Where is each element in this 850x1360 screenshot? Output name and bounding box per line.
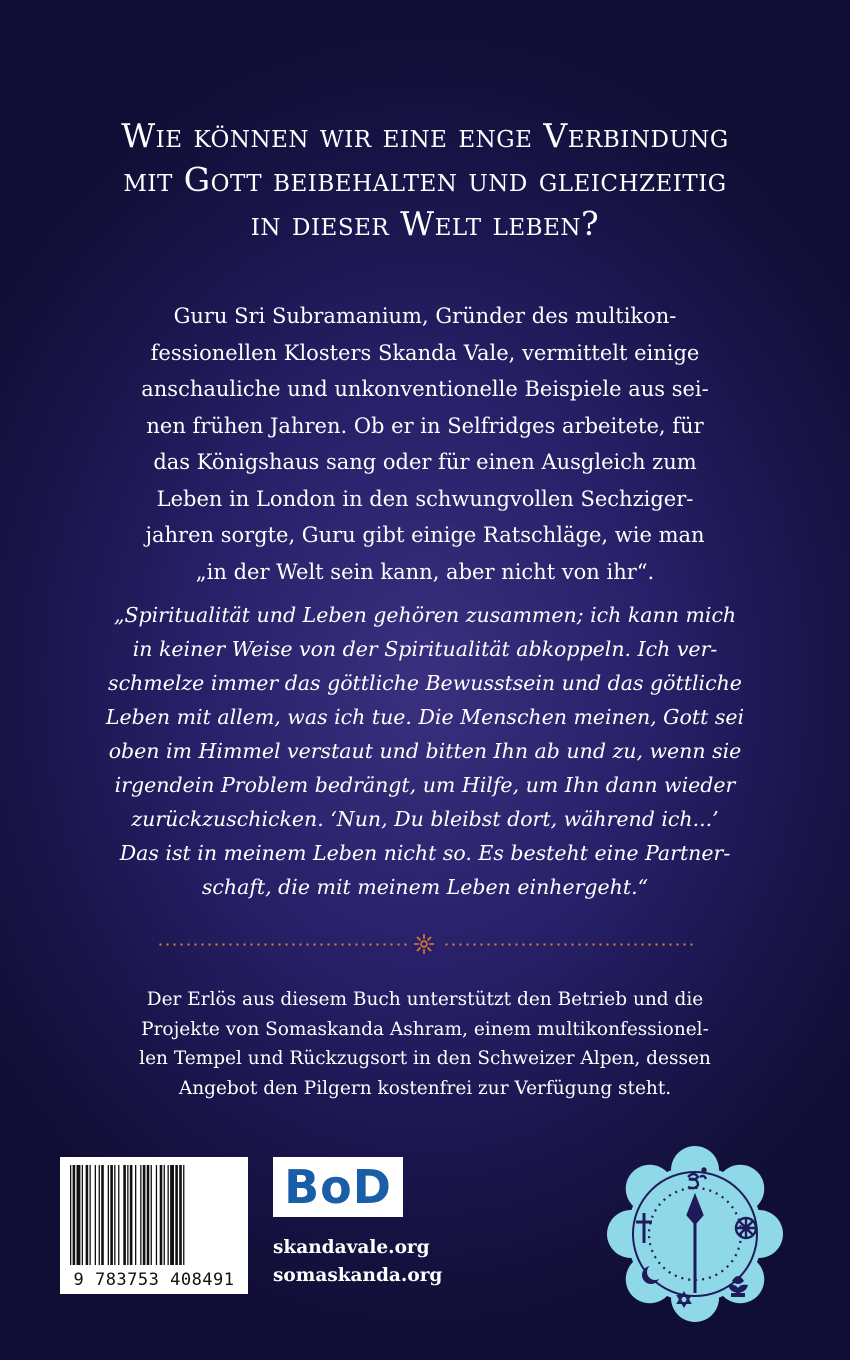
barcode-bar bbox=[143, 1165, 146, 1265]
intro-line: das Königshaus sang oder für einen Ausgleich zum bbox=[153, 450, 697, 474]
intro-line: nen frühen Jahren. Ob er in Selfridges arbeitete, für bbox=[146, 413, 704, 438]
intro-line: fessionellen Klosters Skanda Vale, vermittelt einige bbox=[150, 340, 700, 365]
publisher-logo: BoD bbox=[273, 1157, 403, 1217]
barcode-bar bbox=[168, 1165, 169, 1265]
ornamental-divider bbox=[157, 934, 693, 954]
barcode-bar bbox=[77, 1165, 81, 1265]
quote-line: Das ist in meinem Leben nicht so. Es besteht eine Partner- bbox=[119, 841, 731, 865]
heading-line: Wie können wir eine enge Verbindung bbox=[121, 116, 729, 155]
dharma-wheel-icon bbox=[736, 1218, 756, 1238]
note-line: Angebot den Pilgern kostenfrei zur Verfügung steht. bbox=[178, 1077, 672, 1099]
barcode-bar bbox=[99, 1165, 100, 1265]
barcode-bar bbox=[170, 1165, 174, 1265]
barcode-bar bbox=[114, 1165, 115, 1265]
isbn-number: 9 783753 408491 bbox=[73, 1270, 235, 1290]
website-list bbox=[273, 1234, 442, 1290]
barcode-bar bbox=[95, 1165, 96, 1265]
quote-line: schaft, die mit meinem Leben einhergeht.“ bbox=[201, 875, 649, 899]
proceeds-note bbox=[110, 985, 740, 1103]
barcode-bar bbox=[179, 1165, 182, 1265]
barcode-bar bbox=[130, 1165, 133, 1265]
barcode-bar bbox=[110, 1165, 113, 1265]
barcode-bar bbox=[90, 1165, 91, 1265]
barcode-bar bbox=[156, 1165, 157, 1265]
barcode-bar bbox=[127, 1165, 128, 1265]
intro-line: anschauliche und unkonventionelle Beispiele aus sei- bbox=[141, 377, 709, 401]
intro-line: jahren sorgte, Guru gibt einige Ratschläge, wie man bbox=[145, 523, 705, 547]
barcode-bar bbox=[160, 1165, 163, 1265]
intro-line: Guru Sri Subramanium, Gründer des multikon- bbox=[173, 304, 677, 328]
barcode-bar bbox=[82, 1165, 83, 1265]
quote-line: zurückzuschicken. ‘Nun, Du bleibst dort, während ich...’ bbox=[131, 807, 719, 831]
divider-dots-right bbox=[443, 943, 693, 946]
note-line: Projekte von Somaskanda Ashram, einem multikonfessionel- bbox=[141, 1018, 709, 1040]
intro-line: „in der Welt sein kann, aber nicht von ihr“. bbox=[195, 559, 655, 584]
barcode-bar bbox=[164, 1165, 165, 1265]
barcode-bar bbox=[73, 1165, 76, 1265]
barcode-bar bbox=[86, 1165, 89, 1265]
barcode-bar bbox=[183, 1165, 184, 1265]
barcode-bar bbox=[151, 1165, 152, 1265]
emblem-petal bbox=[716, 1165, 764, 1213]
quote-line: irgendein Problem bedrängt, um Hilfe, um Ihn dann wieder bbox=[114, 773, 736, 797]
heading-line: mit Gott beibehalten und gleichzeitig bbox=[123, 160, 727, 199]
intro-line: Leben in London in den schwungvollen Sechziger- bbox=[156, 486, 694, 511]
emblem-icon bbox=[604, 1143, 786, 1325]
emblem-petal bbox=[735, 1210, 783, 1258]
divider-dots-left bbox=[157, 943, 407, 946]
barcode-bar bbox=[175, 1165, 178, 1265]
emblem-petal bbox=[626, 1165, 674, 1213]
note-line: Der Erlös aus diesem Buch unterstützt den Betrieb und die bbox=[146, 989, 704, 1010]
ornament-icon bbox=[413, 933, 435, 955]
intro-paragraph bbox=[104, 298, 746, 590]
heading-line: in dieser Welt leben? bbox=[250, 204, 600, 243]
barcode-bar bbox=[101, 1165, 104, 1265]
website-link[interactable]: somaskanda.org bbox=[273, 1265, 443, 1286]
quote-line: schmelze immer das göttliche Bewusstsein und das göttliche bbox=[108, 671, 742, 695]
isbn-barcode bbox=[60, 1157, 248, 1294]
barcode-bars bbox=[68, 1165, 240, 1265]
barcode-bar bbox=[118, 1165, 119, 1265]
quote-paragraph bbox=[94, 598, 756, 904]
emblem-petal bbox=[607, 1210, 655, 1258]
barcode-bar bbox=[70, 1165, 71, 1265]
note-line: len Tempel und Rückzugsort in den Schweizer Alpen, dessen bbox=[139, 1048, 711, 1069]
barcode-bar bbox=[140, 1165, 141, 1265]
barcode-bar bbox=[123, 1165, 126, 1265]
barcode-bar bbox=[108, 1165, 109, 1265]
quote-line: oben im Himmel verstaut und bitten Ihn ab und zu, wenn sie bbox=[108, 739, 742, 763]
barcode-bar bbox=[135, 1165, 136, 1265]
quote-line: in keiner Weise von der Spiritualität abkoppeln. Ich ver- bbox=[132, 637, 718, 661]
quote-line: Leben mit allem, was ich tue. Die Menschen meinen, Gott sei bbox=[105, 705, 745, 729]
quote-line: „Spiritualität und Leben gehören zusammen; ich kann mich bbox=[113, 603, 737, 627]
back-cover-heading bbox=[60, 114, 790, 246]
barcode-bar bbox=[147, 1165, 150, 1265]
website-link[interactable]: skandavale.org bbox=[273, 1237, 430, 1258]
